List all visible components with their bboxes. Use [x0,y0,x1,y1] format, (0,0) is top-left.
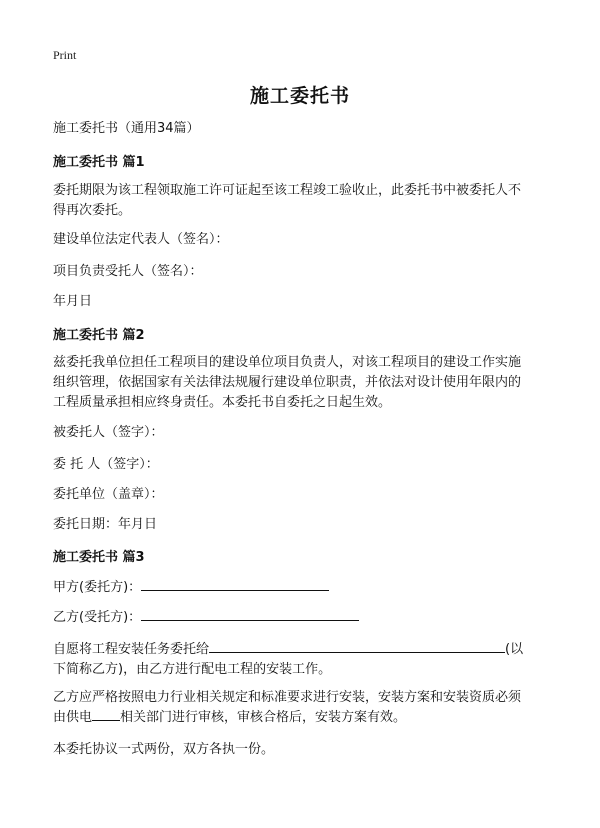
power-supply-text: 由供电 [53,710,93,725]
section-3-paragraph-1-line-1 [53,639,523,661]
section-3-heading: 施工委托书 篇3 [53,550,145,565]
section-1-heading: 施工委托书 篇1 [53,155,145,170]
entrust-date-line: 委托日期：年月日 [53,517,158,532]
party-a-line [53,577,329,599]
document-subtitle: 施工委托书（通用34篇） [53,121,200,136]
section-2-paragraph-line-3: 工程质量承担相应终身责任。本委托书自委托之日起生效。 [53,395,392,410]
project-manager-signature-line: 项目负责受托人（签名）： [53,264,203,279]
party-a-blank [141,577,329,591]
contractor-name-blank [209,639,505,653]
section-2-heading: 施工委托书 篇2 [53,328,145,343]
section-2-paragraph-line-2: 组织管理，依据国家有关法律法规履行建设单位职责，并依法对设计使用年限内的 [53,375,522,390]
review-text: 相关部门进行审核，审核合格后，安装方案有效。 [120,710,407,725]
closing-line: 本委托协议一式两份，双方各执一份。 [53,742,275,757]
section-3-paragraph-1-line-2: 下简称乙方)，由乙方进行配电工程的安装工作。 [53,662,332,677]
print-label: Print [53,48,77,62]
department-blank [92,707,120,721]
party-b-blank [141,607,359,621]
document-title: 施工委托书 [250,85,351,107]
party-b-label: 乙方(受托方)： [53,610,142,625]
party-b-line [53,607,359,629]
party-a-label: 甲方(委托方)： [53,580,142,595]
trustor-signature-line: 委 托 人（签字）： [53,457,159,472]
section-3-paragraph-2-line-1: 乙方应严格按照电力行业相关规定和标准要求进行安装，安装方案和安装资质必须 [53,690,522,705]
section-2-paragraph-line-1: 兹委托我单位担任工程项目的建设单位项目负责人，对该工程项目的建设工作实施 [53,355,522,370]
section-3-paragraph-2-line-2 [53,707,406,729]
section-1-date: 年月日 [53,294,93,309]
entrusting-unit-seal-line: 委托单位（盖章）： [53,487,164,502]
delegation-text-end: (以 [505,642,524,657]
legal-representative-signature-line: 建设单位法定代表人（签名）： [53,232,229,247]
trustee-signature-line: 被委托人（签字）： [53,425,164,440]
section-1-paragraph-line-2: 得再次委托。 [53,203,132,218]
delegation-text: 自愿将工程安装任务委托给 [53,642,210,657]
section-1-paragraph-line-1: 委托期限为该工程领取施工许可证起至该工程竣工验收止，此委托书中被委托人不 [53,183,522,198]
